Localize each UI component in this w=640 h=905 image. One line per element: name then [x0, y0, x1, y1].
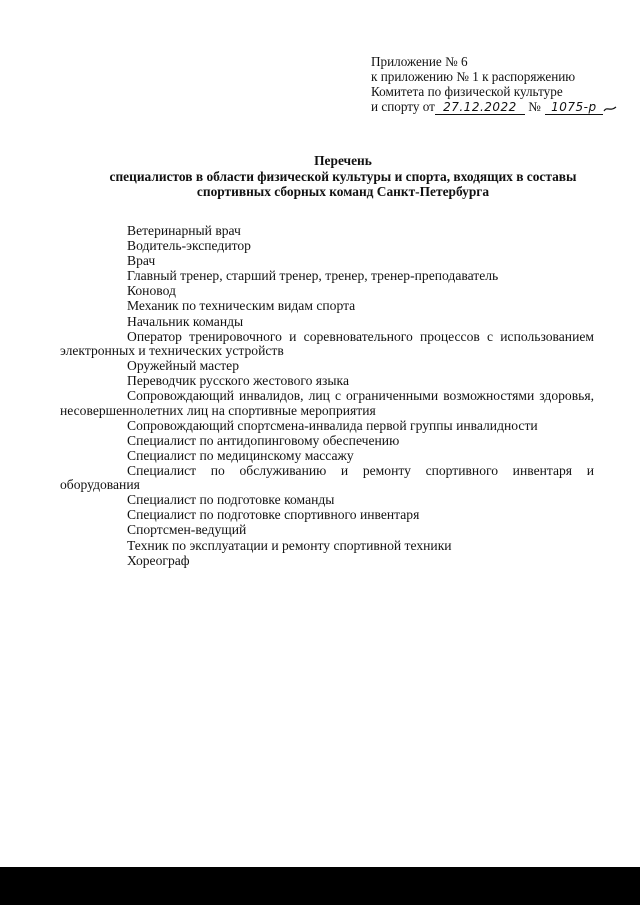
list-item: Оружейный мастер: [127, 358, 240, 374]
scan-border: [0, 867, 640, 905]
list-item: Специалист по подготовке спортивного инвентаря: [127, 507, 420, 523]
list-item: Сопровождающий спортсмена-инвалида первой группы инвалидности: [127, 417, 538, 433]
list-item: Ветеринарный врач: [127, 223, 241, 238]
order-number-label: №: [528, 99, 541, 114]
appendix-number: Приложение № 6: [371, 54, 468, 69]
title-subheading-1: специалистов в области физической культуры и спорта, входящих в составы: [109, 168, 577, 184]
list-item: Спортсмен-ведущий: [127, 522, 247, 538]
committee-name: Комитета по физической культуре: [371, 84, 563, 99]
document-title: [60, 153, 626, 200]
list-item: Хореограф: [127, 552, 190, 568]
specialists-list: [60, 224, 594, 569]
appendix-reference: к приложению № 1 к распоряжению: [371, 69, 576, 84]
list-item: Механик по техническим видам спорта: [127, 298, 356, 314]
list-item: Врач: [127, 253, 156, 269]
order-date-handwritten: 27.12.2022: [435, 101, 525, 115]
title-heading: Перечень: [314, 153, 372, 168]
list-item: Сопровождающий инвалидов, лиц с ограниченными возможностями здоровья, несовершеннолетних лиц на спортивные мероприятия: [60, 388, 594, 418]
list-item: Специалист по обслуживанию и ремонту спортивного инвентаря и оборудования: [60, 462, 594, 493]
appendix-header: [371, 54, 633, 115]
list-item: Специалист по антидопинговому обеспечению: [127, 432, 400, 448]
list-item: Водитель-экспедитор: [127, 238, 251, 254]
list-item: Переводчик русского жестового языка: [127, 373, 349, 389]
list-item: Коновод: [127, 283, 176, 299]
list-item: Специалист по медицинскому массажу: [127, 447, 354, 463]
list-item: Начальник команды: [127, 313, 244, 329]
list-item: Оператор тренировочного и соревновательного процессов с использованием электронных и технических устройств: [60, 328, 594, 358]
list-item: Специалист по подготовке команды: [127, 492, 335, 508]
order-number-handwritten: 1075-р: [545, 101, 603, 115]
list-item: Главный тренер, старший тренер, тренер, тренер-преподаватель: [127, 268, 499, 284]
order-date-line: [371, 99, 633, 115]
title-subheading-2: спортивных сборных команд Санкт-Петербурга: [196, 184, 490, 199]
list-item: Техник по эксплуатации и ремонту спортивной техники: [127, 537, 452, 553]
signature-flourish-icon: [603, 103, 617, 113]
order-date-prefix: и спорту от: [371, 99, 435, 114]
